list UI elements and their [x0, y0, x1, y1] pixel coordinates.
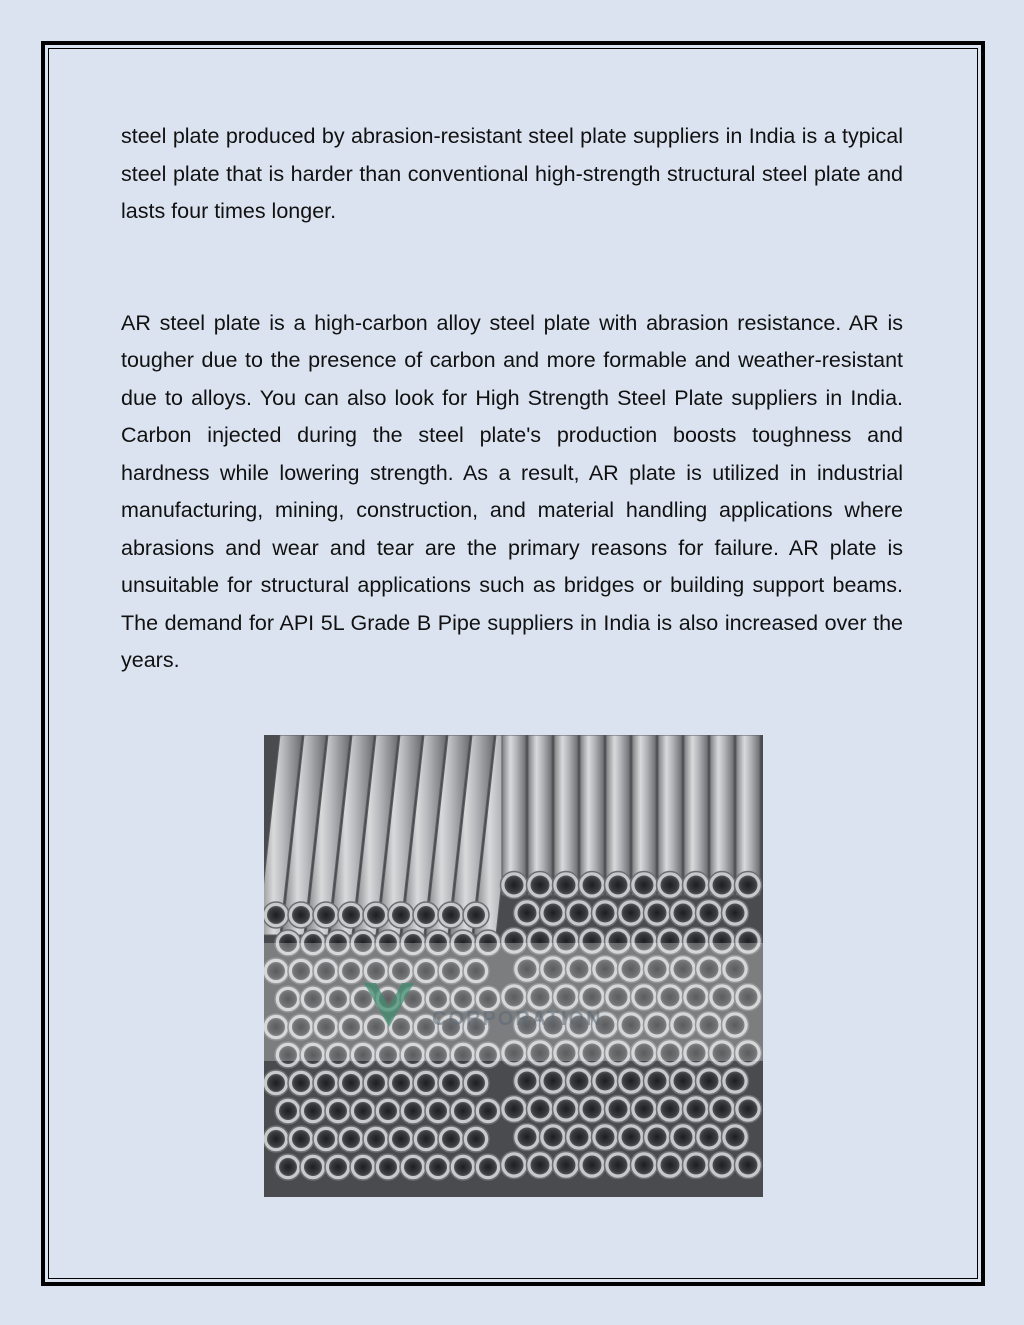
- document-body: [121, 118, 903, 680]
- steel-pipes-photo: [264, 735, 763, 1197]
- paragraph-2: AR steel plate is a high-carbon alloy steel plate with abrasion resistance. AR is tougher due to the presence of carbon and more formable and weather-resistant due to alloys. You can also look for High Strength Steel Plate suppliers in India. Carbon injected during the steel plate's production boosts toughness and hardness while lowering strength. As a result, AR plate is utilized in industrial manufacturing, mining, construction, and material handling applications where abrasions and wear and tear are the primary reasons for failure. AR plate is unsuitable for structural applications such as bridges or building support beams. The demand for API 5L Grade B Pipe suppliers in India is also increased over the years.: [121, 310, 903, 672]
- paragraph-1: steel plate produced by abrasion-resistant steel plate suppliers in India is a typical steel plate that is harder than conventional high-strength structural steel plate and lasts four times longer.: [121, 124, 903, 223]
- steel-pipes-illustration: [264, 735, 763, 1197]
- watermark-text: CORPORATION: [432, 1008, 603, 1030]
